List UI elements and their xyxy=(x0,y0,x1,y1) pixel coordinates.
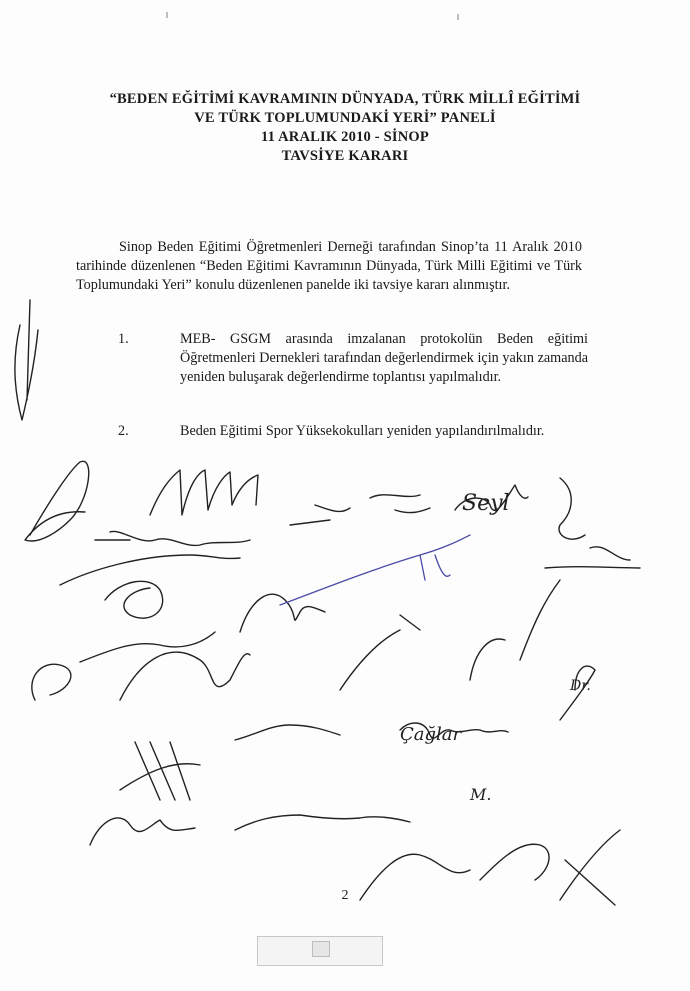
signature xyxy=(480,844,549,880)
signature xyxy=(340,615,420,690)
title-line-3: 11 ARALIK 2010 - SİNOP xyxy=(261,129,429,145)
signature xyxy=(235,725,340,740)
signature xyxy=(120,652,250,700)
signature-text-caglar: Çağlar xyxy=(400,724,462,745)
signature xyxy=(235,815,410,830)
item-text: MEB- GSGM arasında imzalanan protokolün Beden eğitimi Öğretmenleri Dernekleri tarafından değerlendirmek için yakın zamanda yeniden buluşarak değerlendirme toplantısı yapılmalıdır. xyxy=(180,331,588,385)
scan-speck xyxy=(166,12,168,18)
signature xyxy=(150,470,258,515)
signature-text-m: M. xyxy=(470,785,492,804)
blue-signature xyxy=(280,535,470,605)
scan-footer-mark xyxy=(312,941,330,957)
signature xyxy=(105,581,163,618)
signature xyxy=(90,818,195,845)
intro-text: Sinop Beden Eğitimi Öğretmenleri Derneği tarafından Sinop’ta 11 Aralık 2010 tarihinde düzenlenen “Beden Eğitimi Kavramının Dünyada, Türk Milli Eğitimi ve Türk Toplumundaki Yeri” konulu düzenlenen panelde iki tavsiye kararı alınmıştır. xyxy=(76,239,582,293)
signature xyxy=(120,742,200,800)
signature-text-dr: Dr. xyxy=(570,678,591,694)
title-line-4: TAVSİYE KARARI xyxy=(281,148,409,164)
signature xyxy=(32,664,71,700)
item-number: 1. xyxy=(118,331,129,347)
item-text: Beden Eğitimi Spor Yüksekokulları yeniden yapılandırılmalıdır. xyxy=(180,423,545,439)
title-line-1: “BEDEN EĞİTİMİ KAVRAMININ DÜNYADA, TÜRK MİLLÎ EĞİTİMİ xyxy=(109,91,581,107)
signature xyxy=(470,580,560,680)
signature-text-seyl: Seyl xyxy=(462,491,510,516)
margin-signature xyxy=(15,300,38,420)
signature xyxy=(25,461,89,541)
title-line-2: VE TÜRK TOPLUMUNDAKİ YERİ” PANELİ xyxy=(194,110,496,126)
page-number: 2 xyxy=(341,888,349,903)
item-number: 2. xyxy=(118,423,129,439)
signature xyxy=(60,531,250,585)
scan-footer-box xyxy=(257,936,383,966)
signature xyxy=(559,478,585,539)
signature xyxy=(240,594,325,632)
signature xyxy=(545,547,640,568)
signature xyxy=(290,495,430,525)
scan-speck xyxy=(457,14,459,20)
